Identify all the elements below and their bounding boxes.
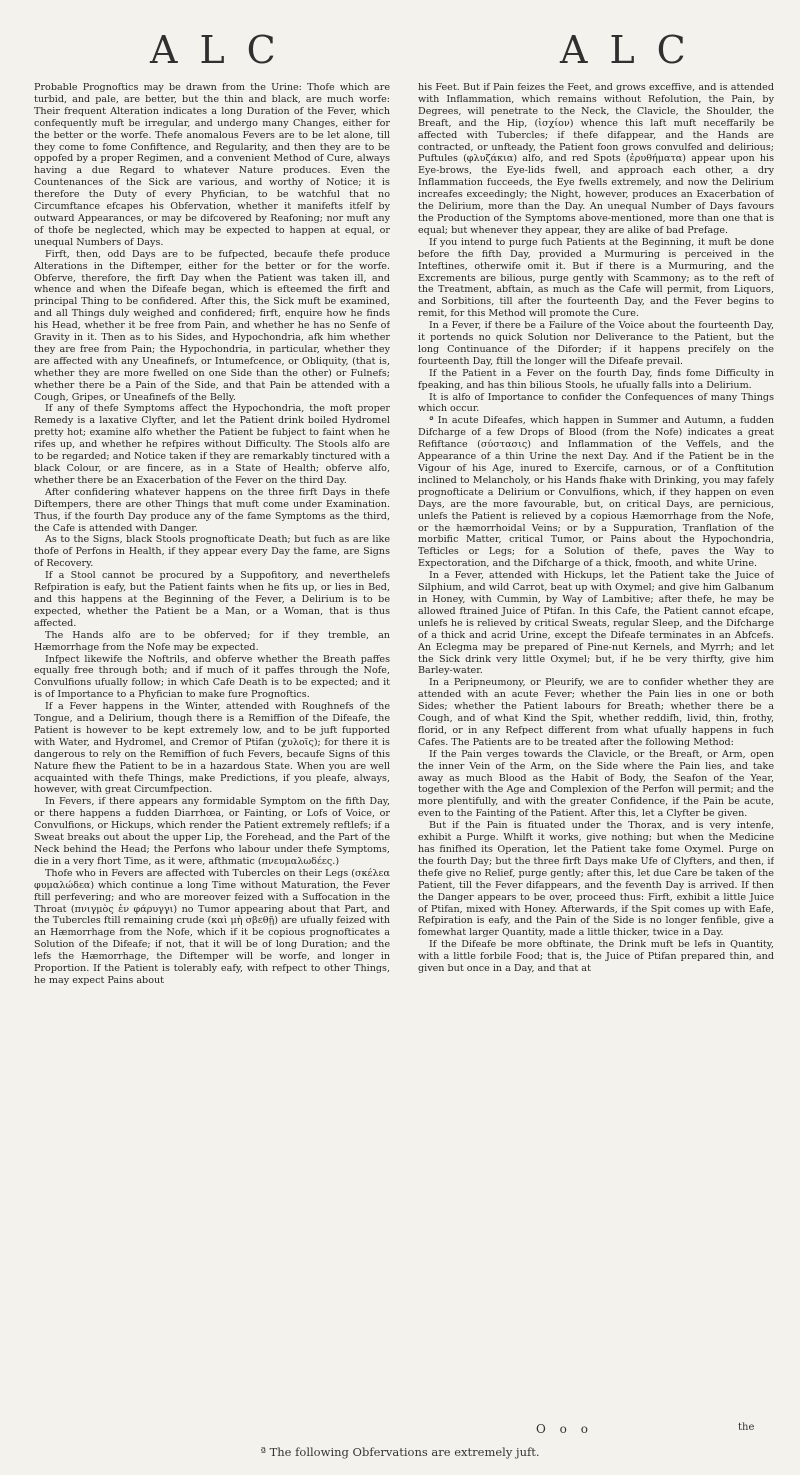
paragraph: If the Difeafe be more obftinate, the Drink muft be lefs in Quantity, with a little forbile Food; that is, the Juice of Ptifan prepared thin, and given but once in a Day, and that at — [418, 939, 774, 975]
paragraph: But if the Pain is fituated under the Thorax, and is very intenfe, exhibit a Purge. Whilft it works, give nothing; but when the Medicine has finifhed its Operation, let the Patient take fome Oxymel. Purge on the fourth Day; but the three firft Days make Ufe of Clyfters, and then, if thefe give no Relief, purge gently; after this, let due Care be taken of the Patient, till the Fever difappears, and the feventh Day is arrived. If then the Danger appears to be over, proceed thus: Firft, exhibit a little Juice of Ptifan, mixed with Honey. Afterwards, if the Spit comes up with Eafe, Refpiration is eafy, and the Pain of the Side is no longer fenfible, give a fomewhat larger Quantity, made a little thicker, twice in a Day. — [418, 820, 774, 939]
footnote: ª The following Obfervations are extremely juft. — [260, 1445, 540, 1459]
paragraph: The Hands alfo are to be obferved; for if they tremble, an Hæmorrhage from the Nofe may be expected. — [34, 629, 390, 653]
signature-mark: O o o — [536, 1422, 593, 1436]
paragraph: If the Patient in a Fever on the fourth Day, finds fome Difficulty in fpeaking, and has thin bilious Stools, he ufually falls into a Delirium. — [418, 367, 774, 391]
paragraph: Probable Prognoftics may be drawn from the Urine: Thofe which are turbid, and pale, are better, but the thin and black, are much worfe: Their frequent Alteration indicates a long Duration of the Fever, which confequently muft be irregular, and undergo many Changes, either for the better or the worfe. Thefe anomalous Fevers are to be let alone, till they come to fome Confiftence, and Regularity, and then they are to be oppofed by a proper Regimen, and a convenient Method of Cure, always having a due Regard to whatever Nature produces. Even the Countenances of the Sick are various, and worthy of Notice; it is therefore the Duty of every Phyfician, to be watchful that no Circumftance efcapes his Obfervation, whether it manifefts itfelf by outward Appearances, or may be difcovered by Reafoning; nor muft any of thofe be neglected, which may be expected to happen at equal, or unequal Numbers of Days. — [34, 82, 390, 248]
paragraph: If you intend to purge fuch Patients at the Beginning, it muft be done before the fifth Day, provided a Murmuring is perceived in the Inteftines, otherwife omit it. But if there is a Murmuring, and the Excrements are bilious, purge gently with Scammony; as to the reft of the Treatment, abftain, as much as the Cafe will permit, from Liquors, and Sorbitions, till after the fourteenth Day, and the Fever begins to remit, for this Method will promote the Cure. — [418, 236, 774, 320]
paragraph: Infpect likewife the Noftrils, and obferve whether the Breath paffes equally free through both; and if much of it paffes through the Nofe, Convulfions ufually follow; in which Cafe Death is to be expected; and it is of Importance to a Phyfician to make fure Prognoftics. — [34, 653, 390, 701]
header-right-word: ALC — [560, 28, 708, 72]
paragraph: After confidering whatever happens on the three firft Days in thefe Diftempers, there are other Things that muft come under Examination. Thus, if the fourth Day produce any of the fame Symptoms as the third, the Cafe is attended with Danger. — [34, 486, 390, 534]
paragraph: If any of thefe Symptoms affect the Hypochondria, the moft proper Remedy is a laxative Clyfter, and let the Patient drink boiled Hydromel pretty hot; examine alfo whether the Patient be fubject to faint when he rifes up, and whether he refpires without Difficulty. The Stools alfo are to be regarded; and Notice taken if they are remarkably tinctured with a black Colour, or are fincere, as in a State of Health; obferve alfo, whether there be an Exacerbation of the Fever on the third Day. — [34, 403, 390, 486]
paragraph: If a Stool cannot be procured by a Suppofitory, and neverthelefs Refpiration is eafy, but the Patient faints when he fits up, or lies in Bed, and this happens at the Beginning of the Fever, a Delirium is to be expected, whether the Patient be a Man, or a Woman, that is thus affected. — [34, 570, 390, 629]
paragraph: ª In acute Difeafes, which happen in Summer and Autumn, a fudden Difcharge of a few Drops of Blood (from the Nofe) indicates a great Refiftance (σύστασις) and Inflammation of the Veffels, and the Appearance of a thin Urine the next Day. And if the Patient be in the Vigour of his Age, inured to Exercife, carnous, or of a Conftitution inclined to Melancholy, or his Hands fhake with Drinking, you may fafely prognofticate a Delirium or Convulfions, which, if they happen on even Days, are the more favourable, but, on critical Days, are pernicious, unlefs the Patient is relieved by a copious Hæmorrhage from the Nofe, or the hæmorrhoidal Veins; or by a Suppuration, Tranflation of the morbific Matter, critical Tumor, or Pains about the Hypochondria, Tefticles or Legs; for a Solution of thefe, paves the Way to Expectoration, and the Difcharge of a thick, fmooth, and white Urine. — [418, 415, 774, 570]
running-header — [0, 28, 800, 78]
paragraph: If the Pain verges towards the Clavicle, or the Breaft, or Arm, open the inner Vein of the Arm, on the Side where the Pain lies, and take away as much Blood as the Habit of Body, the Seafon of the Year, together with the Age and Complexion of the Perfon will permit; and the more plentifully, and with the greater Confidence, if the Pain be acute, even to the Fainting of the Patient. After this, let a Clyfter be given. — [418, 748, 774, 820]
paragraph: Thofe who in Fevers are affected with Tubercles on their Legs (σκέλεα φυμαλώδεα) which continue a long Time without Maturation, the Fever ftill perfevering; and who are moreover feized with a Suffocation in the Throat (πνιγμὸς ἐν φάρυγγι) no Tumor appearing about that Part, and the Tubercles ftill remaining crude (καὶ μὴ σβεθῇ) are ufually feized with an Hæmorrhage from the Nofe, which if it be copious prognofticates a Solution of the Difeafe; if not, that it will be of long Duration; and the lefs the Hæmorrhage, the Diftemper will be worfe, and longer in Proportion. If the Patient is tolerably eafy, with refpect to other Things, he may expect Pains about — [34, 867, 390, 986]
header-left-word: ALC — [150, 28, 298, 72]
paragraph: It is alfo of Importance to confider the Confequences of many Things which occur. — [418, 391, 774, 415]
paragraph: As to the Signs, black Stools prognofticate Death; but fuch as are like thofe of Perfons in Health, if they appear every Day the fame, are Signs of Recovery. — [34, 534, 390, 570]
paragraph: Firft, then, odd Days are to be fufpected, becaufe thefe produce Alterations in the Diftemper, either for the better or for the worfe. Obferve, therefore, the firft Day when the Patient was taken ill, and whence and when the Difeafe began, which is efteemed the firft and principal Thing to be confidered. After this, the Sick muft be examined, and all Things duly weighed and confidered; firft, enquire how he finds his Head, whether it be free from Pain, and whether he has no Senfe of Gravity in it. Then as to his Sides, and Hypochondria, afk him whether they are free from Pain; the Hypochondria, in particular, whether they are affected with any Uneafinefs, or Intumefcence, or Obliquity, (that is, whether they are more fwelled on one Side than the other) or Fulnefs; whether there be a Pain of the Side, and that Pain be attended with a Cough, Gripes, or Uneafinefs of the Belly. — [34, 248, 390, 403]
paragraph: In Fevers, if there appears any formidable Symptom on the fifth Day, or there happens a fudden Diarrhœa, or Fainting, or Lofs of Voice, or Convulfions, or Hickups, which render the Patient extremely reftlefs; if a Sweat breaks out about the upper Lip, the Forehead, and the Part of the Neck behind the Head; the Perfons who labour under thefe Symptoms, die in a very fhort Time, as it were, afthmatic (πνευμαλωδέες.) — [34, 796, 390, 867]
right-column — [418, 82, 774, 1402]
paragraph: In a Fever, attended with Hickups, let the Patient take the Juice of Silphium, and wild Carrot, beat up with Oxymel; and give him Galbanum in Honey, with Cummin, by Way of Lambitive; after thefe, he may be allowed ftrained Juice of Ptifan. In this Cafe, the Patient cannot efcape, unlefs he is relieved by critical Sweats, regular Sleep, and the Difcharge of a thick and acrid Urine, except the Difeafe terminates in an Abfcefs. An Eclegma may be prepared of Pine-nut Kernels, and Myrrh; and let the Sick drink very little Oxymel; but, if he be very thirfty, give him Barley-water. — [418, 570, 774, 677]
catchword: the — [738, 1422, 755, 1433]
text-columns — [34, 82, 774, 1402]
paragraph: If a Fever happens in the Winter, attended with Roughnefs of the Tongue, and a Delirium, though there is a Remiffion of the Difeafe, the Patient is however to be kept extremely low, and to be juft fupported with Water, and Hydromel, and Cremor of Ptifan (χυλοῖς); for there it is dangerous to rely on the Remiffion of fuch Fevers, becaufe Signs of this Nature fhew the Patient to be in a hazardous State. When you are well acquainted with thefe Things, make Predictions, if you pleafe, always, however, with great Circumfpection. — [34, 701, 390, 796]
paragraph: In a Fever, if there be a Failure of the Voice about the fourteenth Day, it portends no quick Solution nor Deliverance to the Patient, but the long Continuance of the Diforder; if it happens precifely on the fourteenth Day, ftill the longer will the Difeafe prevail. — [418, 320, 774, 367]
left-column — [34, 82, 390, 1402]
paragraph: In a Peripneumony, or Pleurify, we are to confider whether they are attended with an acute Fever; whether the Pain lies in one or both Sides; whether the Patient labours for Breath; whether there be a Cough, and of what Kind the Spit, whether reddifh, livid, thin, frothy, florid, or in any Refpect different from what ufually happens in fuch Cafes. The Patients are to be treated after the following Method: — [418, 677, 774, 748]
paragraph: his Feet. But if Pain feizes the Feet, and grows exceffive, and is attended with Inflammation, which remains without Refolution, the Pain, by Degrees, will penetrate to the Neck, the Clavicle, the Shoulder, the Breaft, and the Hip, (ἰσχίον) whence this laft muft neceffarily be affected with Tubercles; if thefe difappear, and the Hands are contracted, or unfteady, the Patient foon grows convulfed and delirious; Puftules (φλυζάκια) alfo, and red Spots (ἐρυθήματα) appear upon his Eye-brows, the Eye-lids fwell, and approach each other, a dry Inflammation fucceeds, the Eye fwells extremely, and now the Delirium increafes exceedingly; the Night, however, produces an Exacerbation of the Delirium, more than the Day. An unequal Number of Days favours the Production of the Symptoms above-mentioned, more than one that is equal; but whenever they appear, they are alike of bad Prefage. — [418, 82, 774, 236]
